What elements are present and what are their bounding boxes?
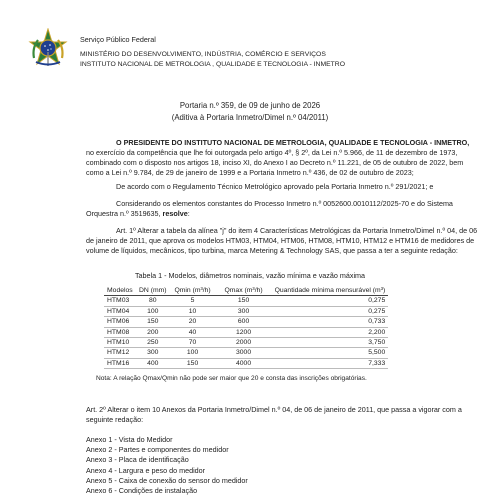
resolve-word: resolve: [162, 208, 188, 218]
cell-dn: 80: [136, 296, 170, 306]
cell-qmax: 2000: [216, 338, 272, 348]
cell-min-quantity: 7,333: [272, 358, 389, 368]
cell-dn: 200: [136, 327, 170, 337]
preamble-authority: O PRESIDENTE DO INSTITUTO NACIONAL DE METROLOGIA, QUALIDADE E TECNOLOGIA - INMETRO,: [116, 138, 470, 147]
ordinance-title: Portaria n.º 359, de 09 de junho de 2026: [179, 101, 321, 110]
table-row: [104, 306, 388, 316]
cell-qmax: 150: [216, 296, 272, 306]
considering-text: Considerando os elementos constantes do Processo Inmetro n.º 0052600.0010112/2025-70 e do Sistema Orquestra n.º 3519635,: [86, 199, 453, 218]
preamble-text: no exercício da competência que lhe foi outorgada pelo artigo 4º, § 2º, da Lei n.º 5.966, de 11 de dezembro de 1973, combinado com o disposto nos artigos 18, inciso XI, do Anexo I ao Decreto n.º 11.221, de 05 de outubro de 2022, bem como a Lei n.º 9.784, de 29 de janeiro de 1999 e a Portaria Inmetro n.º 436, de 02 de outubro de 2023;: [86, 147, 464, 177]
cell-qmax: 1200: [216, 327, 272, 337]
resolve-colon: :: [187, 208, 190, 218]
cell-qmin: 40: [170, 327, 216, 337]
cell-dn: 150: [136, 317, 170, 327]
institute-name: INSTITUTO NACIONAL DE METROLOGIA , QUALIDADE E TECNOLOGIA - INMETRO: [80, 61, 345, 68]
cell-min-quantity: 3,750: [272, 338, 389, 348]
table-row: [104, 317, 388, 327]
cell-qmin: 5: [170, 296, 216, 306]
cell-min-quantity: 0,275: [272, 306, 389, 316]
cell-min-quantity: 5,500: [272, 348, 389, 358]
cell-qmax: 300: [216, 306, 272, 316]
cell-model: HTM10: [104, 338, 136, 348]
article-1: Art. 1º Alterar a tabela da alínea "j" do item 4 Características Metrológicas da Portaria Inmetro/Dimel n.º 04, de 06 de janeiro de 2011, que aprova os modelos HTM03, HTM04, HTM06, HTM08, HTM10, HTM12 e HTM16 de medidores de volume de líquidos, mecânicos, tipo turbina, marca Metering & Technology SAS, que passa a ter a seguinte redação:: [86, 226, 478, 255]
table-row: [104, 348, 388, 358]
annex-item: Anexo 1 - Vista do Medidor: [86, 435, 173, 444]
col-header-min-quantity: Quantidade mínima mensurável (m³): [272, 286, 389, 296]
col-header-qmax: Qmax (m³/h): [216, 286, 272, 296]
annex-item: Anexo 2 - Partes e componentes do medidor: [86, 445, 229, 455]
cell-qmin: 10: [170, 306, 216, 316]
table-row: [104, 327, 388, 337]
cell-dn: 100: [136, 306, 170, 316]
article-2: Art. 2º Alterar o item 10 Anexos da Portaria Inmetro/Dimel n.º 04, de 06 de janeiro de 2011, que passa a vigorar com a seguinte redação:: [86, 405, 462, 424]
cell-model: HTM04: [104, 306, 136, 316]
cell-model: HTM03: [104, 296, 136, 306]
cell-qmax: 600: [216, 317, 272, 327]
considering-paragraph: [86, 199, 478, 219]
cell-qmin: 150: [170, 358, 216, 368]
cell-min-quantity: 0,275: [272, 296, 389, 306]
ordinance-subtitle: (Aditiva à Portaria Inmetro/Dimel n.º 04/2011): [171, 113, 329, 122]
table-row: [104, 358, 388, 368]
cell-min-quantity: 2,200: [272, 327, 389, 337]
cell-model: HTM08: [104, 327, 136, 337]
table-note: Nota: A relação Qmax/Qmin não pode ser maior que 20 e consta das inscrições obrigatórias.: [96, 375, 367, 382]
table-header-row: [104, 286, 388, 296]
annex-item: Anexo 5 - Caixa de conexão do sensor do medidor: [86, 475, 248, 485]
regulation-paragraph: De acordo com o Regulamento Técnico Metrológico aprovado pela Portaria Inmetro n.º 291/2021; e: [116, 182, 434, 191]
col-header-models: Modelos: [104, 286, 136, 296]
cell-qmax: 3000: [216, 348, 272, 358]
brazil-coat-of-arms-icon: [28, 28, 68, 68]
preamble-paragraph: [86, 138, 478, 178]
service-label: Serviço Público Federal: [80, 35, 156, 44]
annex-item: Anexo 4 - Largura e peso do medidor: [86, 465, 206, 475]
cell-model: HTM06: [104, 317, 136, 327]
table-row: [104, 338, 388, 348]
cell-dn: 400: [136, 358, 170, 368]
ministry-name: MINISTÉRIO DO DESENVOLVIMENTO, INDÚSTRIA, COMÉRCIO E SERVIÇOS: [80, 51, 326, 58]
col-header-dn: DN (mm): [136, 286, 170, 296]
cell-qmin: 20: [170, 317, 216, 327]
col-header-qmin: Qmin (m³/h): [170, 286, 216, 296]
cell-qmin: 100: [170, 348, 216, 358]
cell-model: HTM12: [104, 348, 136, 358]
cell-min-quantity: 0,733: [272, 317, 389, 327]
models-table: [104, 286, 388, 369]
annex-item: Anexo 3 - Placa de identificação: [86, 455, 189, 465]
cell-qmax: 4000: [216, 358, 272, 368]
cell-qmin: 70: [170, 338, 216, 348]
table-row: [104, 296, 388, 306]
cell-dn: 250: [136, 338, 170, 348]
annex-item: Anexo 6 - Condições de instalação: [86, 486, 198, 495]
cell-model: HTM16: [104, 358, 136, 368]
cell-dn: 300: [136, 348, 170, 358]
table-caption: Tabela 1 - Modelos, diâmetros nominais, vazão mínima e vazão máxima: [134, 271, 366, 280]
